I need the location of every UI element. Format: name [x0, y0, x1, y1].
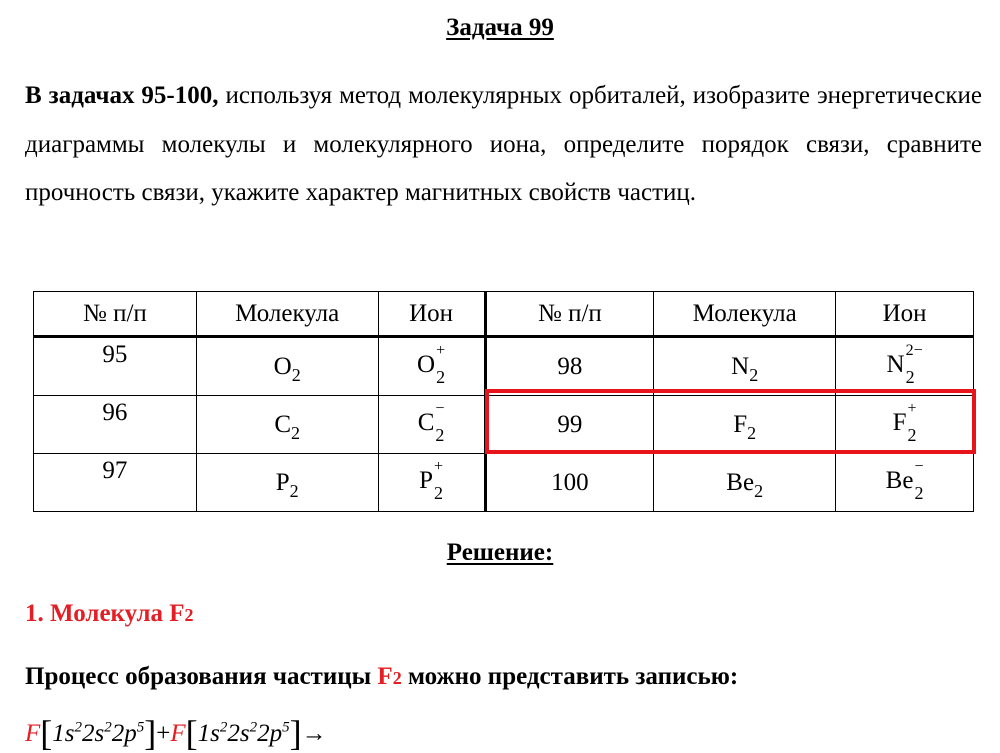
formula-orbital-2s-electrons: 2: [104, 719, 112, 736]
ion-subscript: 2: [907, 424, 917, 445]
molecule-subscript: 2: [291, 422, 301, 443]
ion-subscript: 2: [435, 424, 445, 445]
formula-orbital-1s: 1s: [52, 720, 75, 747]
ion-charge: 2−: [905, 341, 923, 359]
process-after: можно представить записью:: [401, 663, 739, 690]
formula-orbital-2p-electrons: 5: [136, 719, 145, 736]
process-statement: [25, 663, 738, 691]
header-ion-right: Ион: [836, 292, 974, 337]
section-label-subscript: 2: [184, 605, 194, 625]
section-heading: [25, 600, 194, 628]
molecule-cell: [196, 337, 378, 396]
molecule-subscript: 2: [291, 364, 301, 385]
task-number: 95: [34, 337, 197, 396]
header-molecule-right: Молекула: [654, 292, 836, 337]
ion-charge: +: [433, 457, 444, 475]
ion-charge: +: [907, 399, 917, 417]
ion-cell: [378, 396, 485, 454]
formula-element-2: F: [170, 720, 186, 747]
process-particle-subscript: 2: [392, 668, 402, 688]
header-molecule-left: Молекула: [196, 292, 378, 337]
table-header-row: [34, 292, 974, 337]
molecule-symbol: O: [273, 352, 292, 380]
task-number: 98: [485, 337, 654, 396]
task-number: 97: [34, 454, 197, 512]
ion-charge: −: [435, 399, 445, 417]
process-before: Процесс образования частицы: [25, 663, 378, 690]
molecule-symbol: C: [274, 410, 292, 438]
molecule-symbol: P: [275, 468, 290, 496]
ion-subscript: 2: [433, 482, 443, 503]
bracket-close-icon: ]: [144, 713, 157, 753]
table-row: [34, 454, 974, 512]
molecule-cell: [654, 454, 836, 512]
formula-orbital-2s: 2s: [227, 720, 250, 747]
task-title: Задача 99: [446, 14, 554, 41]
ion-symbol: P: [419, 467, 433, 495]
solution-heading: Решение:: [446, 539, 554, 566]
molecule-cell: [196, 396, 378, 454]
ion-symbol: N: [886, 351, 905, 379]
ion-symbol: F: [892, 409, 907, 437]
molecule-subscript: 2: [749, 364, 759, 385]
molecule-symbol: N: [731, 352, 750, 380]
header-num-left: № п/п: [34, 292, 197, 337]
task-table: [33, 291, 974, 512]
task-description: [25, 72, 982, 218]
ion-cell: [836, 396, 974, 454]
table-row: [34, 396, 974, 454]
electron-configuration-formula: [25, 715, 327, 751]
task-number: 96: [34, 396, 197, 454]
formula-orbital-2s: 2s: [82, 720, 105, 747]
ion-symbol: Be: [885, 467, 914, 495]
formula-orbital-2s-electrons: 2: [249, 719, 258, 736]
ion-charge: +: [436, 341, 446, 359]
header-num-right: № п/п: [485, 292, 654, 337]
section-label: 1. Молекула F: [25, 600, 185, 627]
task-number: 100: [485, 454, 654, 512]
process-particle: F: [377, 663, 393, 690]
task-number: 99: [485, 396, 654, 454]
task-text: используя метод молекулярных орбиталей, изобразите энергетические диаграммы молекулы и молекулярного иона, определите порядок связи, сравните прочность связи, укажите характер магнитных свойств частиц.: [25, 82, 982, 206]
table-row: [34, 337, 974, 396]
formula-plus: +: [156, 720, 171, 747]
ion-cell: [836, 337, 974, 396]
header-ion-left: Ион: [378, 292, 485, 337]
formula-orbital-1s-electrons: 2: [74, 719, 83, 736]
formula-orbital-1s-electrons: 2: [219, 719, 228, 736]
ion-cell: [378, 454, 485, 512]
molecule-symbol: F: [733, 410, 748, 438]
ion-cell: [836, 454, 974, 512]
ion-charge: −: [914, 457, 924, 475]
formula-orbital-1s: 1s: [197, 720, 220, 747]
molecule-cell: [196, 454, 378, 512]
molecule-subscript: 2: [754, 480, 764, 501]
formula-orbital-2p: 2p: [257, 720, 283, 747]
bracket-close-icon: ]: [289, 713, 302, 753]
bracket-open-icon: [: [40, 713, 53, 753]
task-range: В задачах 95-100,: [25, 82, 219, 109]
molecule-subscript: 2: [747, 422, 757, 443]
ion-symbol: C: [417, 409, 435, 437]
formula-orbital-2p: 2p: [111, 720, 137, 747]
ion-cell: [378, 337, 485, 396]
ion-symbol: O: [417, 351, 436, 379]
molecule-symbol: Be: [726, 468, 755, 496]
molecule-cell: [654, 396, 836, 454]
formula-orbital-2p-electrons: 5: [282, 719, 290, 736]
molecule-subscript: 2: [289, 480, 299, 501]
arrow-right-icon: →: [301, 720, 327, 747]
ion-subscript: 2: [914, 482, 924, 503]
ion-subscript: 2: [905, 366, 915, 387]
ion-subscript: 2: [436, 366, 446, 387]
formula-element-1: F: [25, 720, 41, 747]
bracket-open-icon: [: [185, 713, 198, 753]
molecule-cell: [654, 337, 836, 396]
